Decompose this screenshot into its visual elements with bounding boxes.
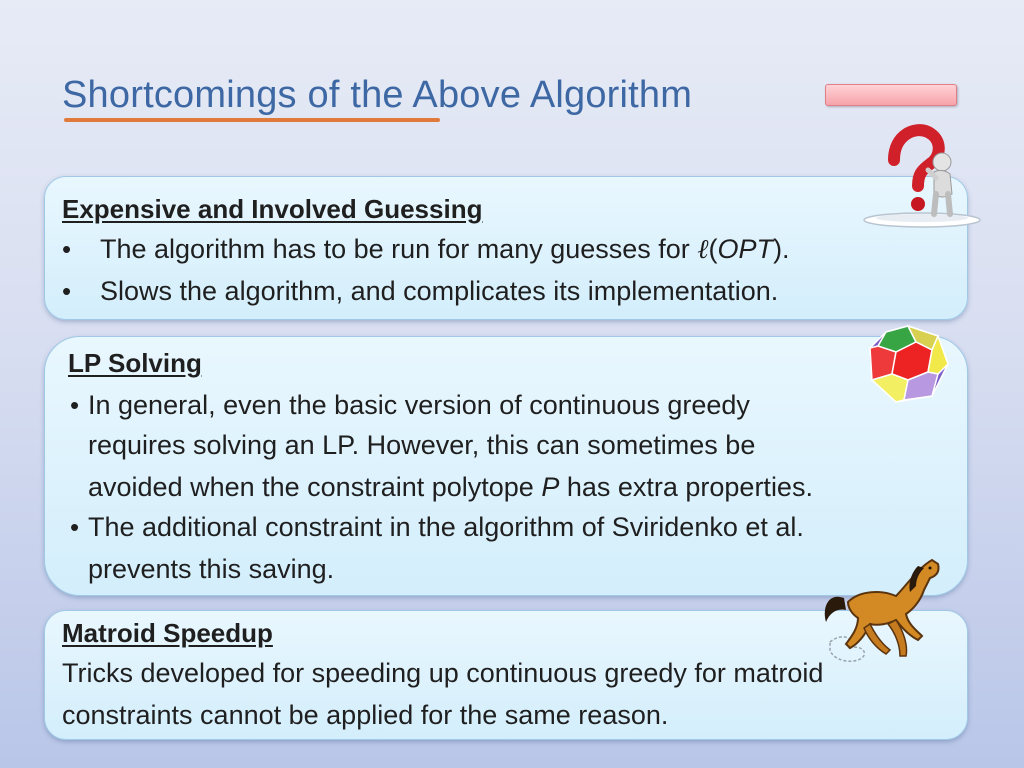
lp-bullet-1-line-3: avoided when the constraint polytope P has extra properties. [88,472,813,502]
bullet-dot: • [70,512,80,542]
lp-bullet-2-line-2: prevents this saving. [88,554,335,584]
guessing-bullet-2: Slows the algorithm, and complicates its implementation. [100,276,779,306]
pink-bar-decoration [825,84,957,106]
lp-bullet-1-line-2: requires solving an LP. However, this can sometimes be [88,430,756,460]
slide-title: Shortcomings of the Above Algorithm [62,74,693,116]
lp-bullet-1-line-1: In general, even the basic version of continuous greedy [88,390,750,420]
guessing-heading: Expensive and Involved Guessing [62,194,483,224]
lp-bullet-2-line-1: The additional constraint in the algorithm of Sviridenko et al. [88,512,804,542]
lp-solving-heading: LP Solving [68,348,202,378]
bullet-dot: • [70,390,80,420]
matroid-line-1: Tricks developed for speeding up continuous greedy for matroid [62,658,824,688]
guessing-bullet-1: The algorithm has to be run for many guesses for ℓ(OPT). [100,234,790,265]
dodecahedron-icon [866,324,950,404]
title-underline [64,118,440,122]
matroid-line-2: constraints cannot be applied for the same reason. [62,700,669,730]
matroid-speedup-heading: Matroid Speedup [62,618,273,648]
question-mark-figure-icon [856,122,986,232]
bullet-dot: • [62,234,72,264]
bullet-dot: • [62,276,72,306]
galloping-horse-icon [820,552,950,666]
